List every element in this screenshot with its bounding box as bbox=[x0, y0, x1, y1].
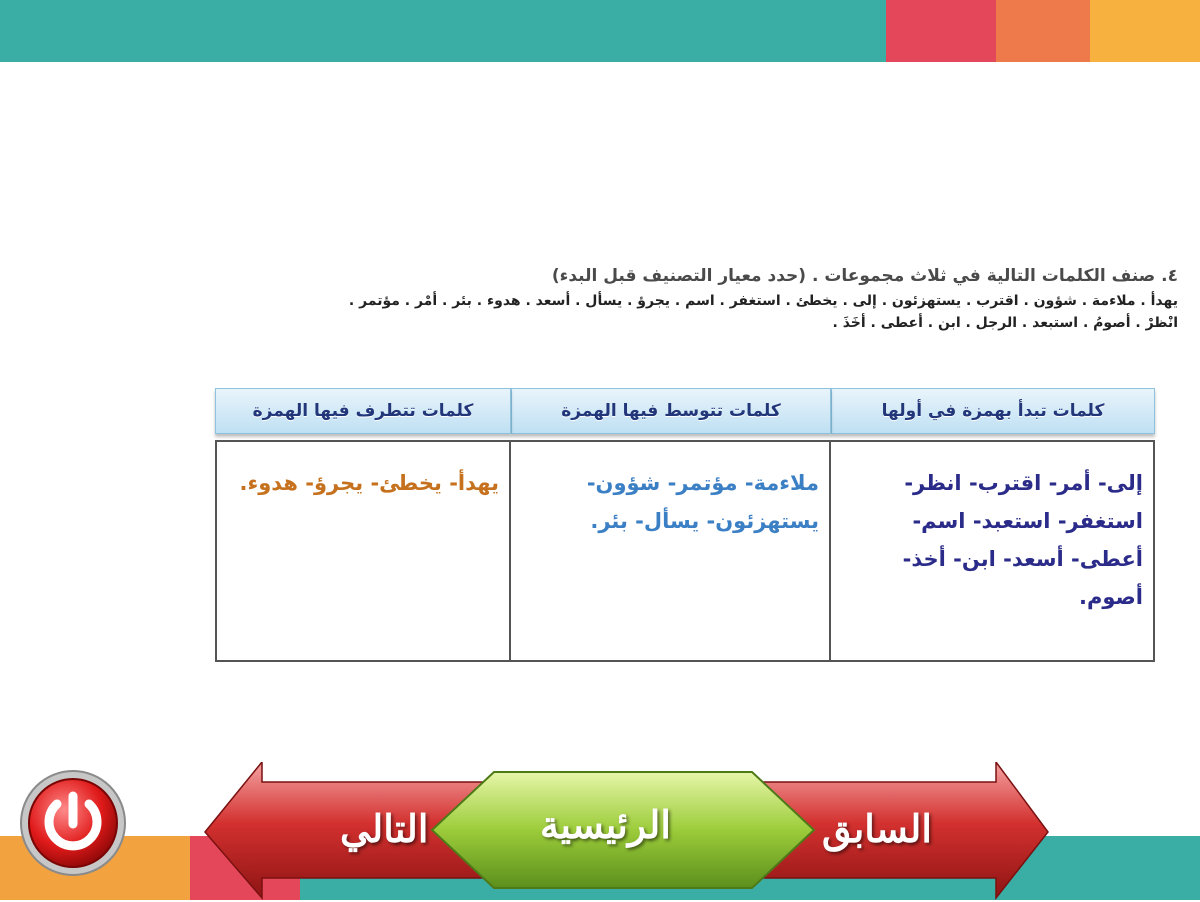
top-band-yellow bbox=[1090, 0, 1200, 62]
header-starts-with-hamza: كلمات تبدأ بهمزة في أولها bbox=[831, 388, 1155, 434]
top-color-band bbox=[0, 0, 1200, 62]
question-title: ٤. صنف الكلمات التالية في ثلاث مجموعات . (حدد معيار التصنيف قبل البدء) bbox=[551, 266, 1178, 286]
table-header-row bbox=[215, 386, 1155, 436]
cell-end-hamza: يهدأ- يخطئ- يجرؤ- هدوء. bbox=[217, 442, 511, 660]
top-band-teal bbox=[0, 0, 886, 62]
cell-middle-hamza: ملاءمة- مؤتمر- شؤون- يستهزئون- يسأل- بئر. bbox=[511, 442, 831, 660]
next-button[interactable]: التالي bbox=[340, 806, 429, 851]
top-band-orange bbox=[996, 0, 1090, 62]
header-middle-hamza: كلمات تتوسط فيها الهمزة bbox=[511, 388, 831, 434]
question-block bbox=[198, 262, 1178, 334]
classification-table bbox=[215, 386, 1155, 662]
navigation-bar bbox=[200, 762, 1050, 902]
top-band-red bbox=[886, 0, 996, 62]
power-icon bbox=[18, 768, 128, 878]
cell-starts-with-hamza: إلى- أمر- اقترب- انظر- استغفر- استعبد- اسم- أعطى- أسعد- ابن- أخذ- أصوم. bbox=[902, 471, 1143, 609]
question-words-line-2: انْظرْ . أصومُ . استبعد . الرجل . ابن . أعطى . أخَذَ . bbox=[832, 315, 1178, 331]
question-words-line-1: يهدأ . ملاءمة . شؤون . اقترب . يستهزئون . إلى . يخطئ . استغفر . اسم . يجرؤ . يسأل . أسعد . هدوء . بئر . أمْر . مؤتمر . bbox=[348, 293, 1178, 309]
previous-button[interactable]: السابق bbox=[822, 806, 932, 851]
power-button[interactable] bbox=[18, 768, 128, 878]
header-end-hamza: كلمات تتطرف فيها الهمزة bbox=[215, 388, 511, 434]
home-button[interactable]: الرئيسية bbox=[540, 802, 671, 847]
table-body-row bbox=[215, 440, 1155, 662]
